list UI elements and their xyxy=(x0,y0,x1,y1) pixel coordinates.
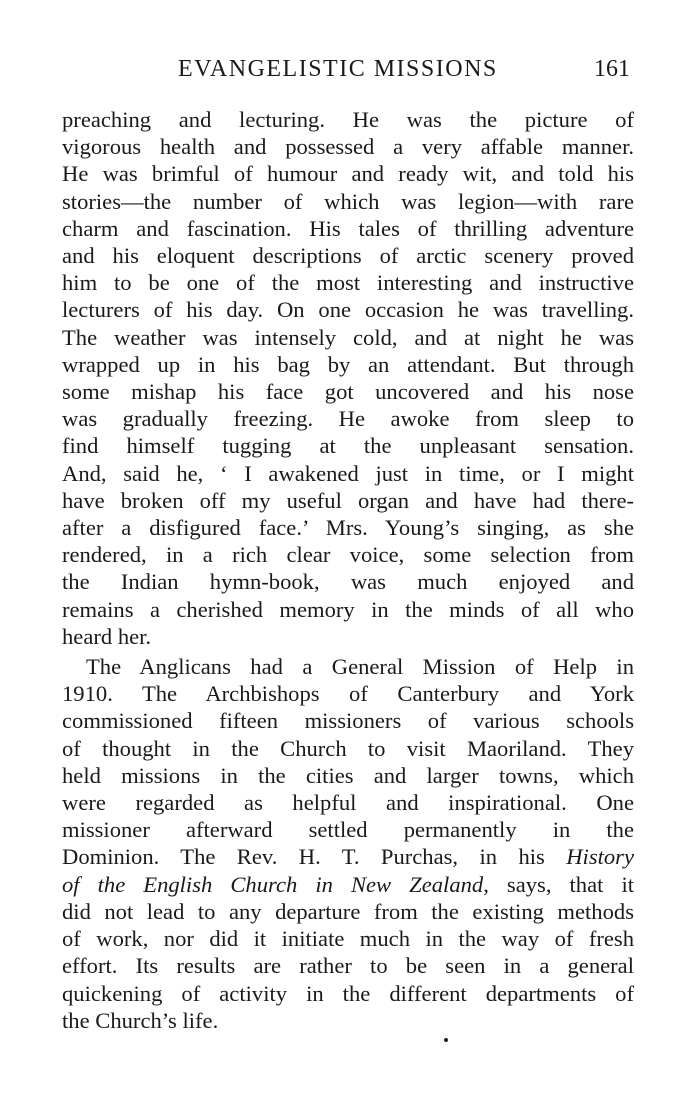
line-text: says, that it xyxy=(488,871,634,897)
text-line: The weather was intensely cold, and at night he was xyxy=(62,324,634,350)
text-line: stories—the number of which was legion—with rare xyxy=(62,188,634,214)
text-line: remains a cherished memory in the minds of all who xyxy=(62,596,634,622)
book-title-italic: of the English Church in New Zealand, xyxy=(62,871,489,897)
text-line: heard her. xyxy=(62,623,152,649)
text-line: rendered, in a rich clear voice, some selection from xyxy=(62,542,634,568)
text-line: were regarded as helpful and inspirational. One xyxy=(62,790,634,816)
text-line: vigorous health and possessed a very affable manner. xyxy=(62,134,634,160)
text-line: commissioned fifteen missioners of various schools xyxy=(62,708,634,734)
text-line: the Church’s life. xyxy=(62,1007,219,1033)
text-line: the Indian hymn-book, was much enjoyed and xyxy=(62,569,634,595)
print-mark-dot xyxy=(444,1038,448,1042)
text-line xyxy=(62,871,634,898)
running-title: EVANGELISTIC MISSIONS xyxy=(178,56,498,82)
text-line: charm and fascination. His tales of thrilling adventure xyxy=(62,215,634,241)
book-title-italic: History xyxy=(566,844,634,870)
text-line: quickening of activity in the different departments of xyxy=(62,980,634,1006)
paragraph-1 xyxy=(62,106,634,650)
text-line: did not lead to any departure from the existing methods xyxy=(62,898,634,924)
page-header xyxy=(60,56,630,90)
body-text xyxy=(62,106,634,1034)
paragraph-2 xyxy=(62,653,634,1034)
text-line: effort. Its results are rather to be seen in a general xyxy=(62,953,634,979)
text-line: held missions in the cities and larger towns, which xyxy=(62,762,634,788)
text-line xyxy=(62,843,634,870)
text-line: He was brimful of humour and ready wit, and told his xyxy=(62,161,634,187)
text-line: of thought in the Church to visit Maoriland. They xyxy=(62,735,634,761)
text-line: after a disfigured face.’ Mrs. Young’s singing, as she xyxy=(62,515,634,541)
line-text: Dominion. The Rev. H. T. Purchas, in his xyxy=(62,844,567,870)
text-line: missioner afterward settled permanently in the xyxy=(62,817,634,843)
text-line: And, said he, ‘ I awakened just in time, or I might xyxy=(62,460,634,486)
text-line: preaching and lecturing. He was the picture of xyxy=(62,107,634,132)
text-line: was gradually freezing. He awoke from sleep to xyxy=(62,406,634,432)
page-number: 161 xyxy=(594,56,630,82)
text-line: have broken off my useful organ and have had there- xyxy=(62,487,634,513)
text-line: him to be one of the most interesting and instructive xyxy=(62,270,634,296)
text-line: The Anglicans had a General Mission of Help in xyxy=(86,654,634,680)
text-line: find himself tugging at the unpleasant sensation. xyxy=(62,433,634,459)
text-line: wrapped up in his bag by an attendant. But through xyxy=(62,351,634,377)
text-line: some mishap his face got uncovered and his nose xyxy=(62,379,634,405)
text-line: 1910. The Archbishops of Canterbury and York xyxy=(62,681,634,707)
text-line: of work, nor did it initiate much in the way of fresh xyxy=(62,926,634,952)
text-line: and his eloquent descriptions of arctic scenery proved xyxy=(62,243,634,269)
text-line: lecturers of his day. On one occasion he was travelling. xyxy=(62,297,634,323)
